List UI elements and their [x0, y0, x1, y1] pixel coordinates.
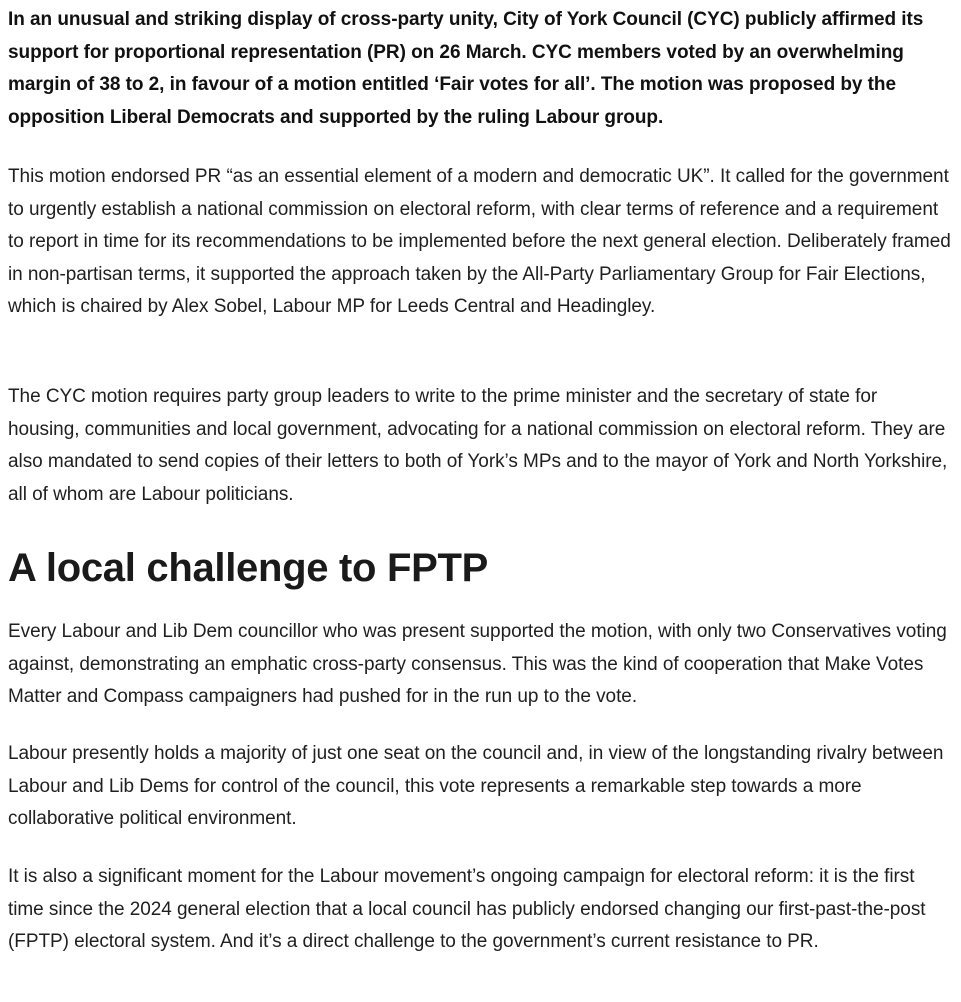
body-paragraph-consensus: Every Labour and Lib Dem councillor who was present supported the motion, with only two Conservatives voting against, demonstrating an emphatic cross-party consensus. This was the kind of cooperation that Make Votes Matter and Compass campaigners had pushed for in the run up to the vote. — [8, 621, 947, 707]
lede-paragraph: In an unusual and striking display of cross-party unity, City of York Council (CYC) publicly affirmed its support for proportional representation (PR) on 26 March. CYC members voted by an overwhelming margin of 38 to 2, in favour of a motion entitled ‘Fair votes for all’. The motion was proposed by the opposition Liberal Democrats and supported by the ruling Labour group. — [8, 9, 924, 128]
body-paragraph-letters: The CYC motion requires party group leaders to write to the prime minister and the secretary of state for housing, communities and local government, advocating for a national commission on electoral reform. They are also mandated to send copies of their letters to both of York’s MPs and to the mayor of York and North Yorkshire, all of whom are Labour politicians. — [8, 386, 948, 505]
body-paragraph-motion: This motion endorsed PR “as an essential element of a modern and democratic UK”. It called for the government to urgently establish a national commission on electoral reform, with clear terms of reference and a requirement to report in time for its recommendations to be implemented before the next general election. Deliberately framed in non-partisan terms, it supported the approach taken by the All-Party Parliamentary Group for Fair Elections, which is chaired by Alex Sobel, Labour MP for Leeds Central and Headingley. — [8, 166, 951, 317]
body-paragraph-majority: Labour presently holds a majority of just one seat on the council and, in view of the longstanding rivalry between Labour and Lib Dems for control of the council, this vote represents a remarkable step towards a more collaborative political environment. — [8, 743, 944, 829]
section-heading: A local challenge to FPTP — [8, 546, 489, 590]
body-paragraph-significance: It is also a significant moment for the Labour movement’s ongoing campaign for electoral reform: it is the first time since the 2024 general election that a local council has publicly endorsed changing our first-past-the-post (FPTP) electoral system. And it’s a direct challenge to the government’s current resistance to PR. — [8, 866, 926, 952]
